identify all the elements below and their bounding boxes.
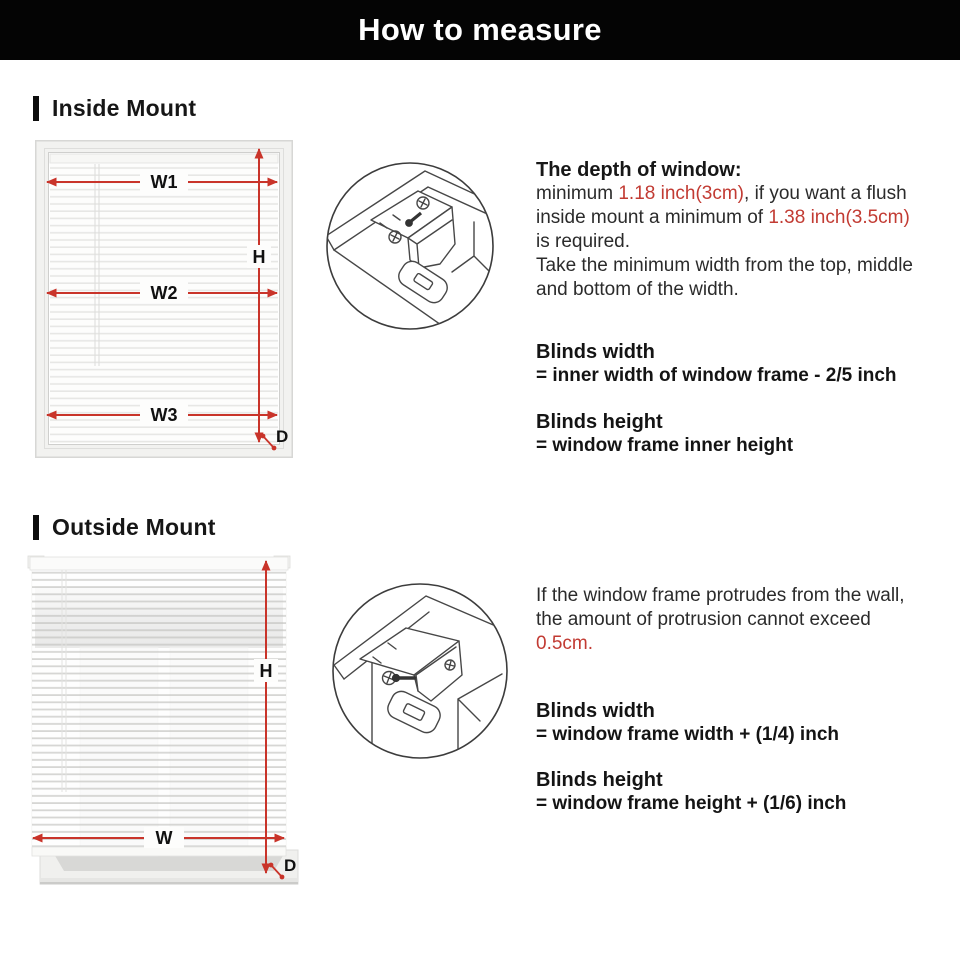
blinds-body — [28, 556, 290, 856]
blinds-height-formula: = window frame height + (1/6) inch — [536, 793, 847, 814]
blinds-slats — [32, 569, 286, 855]
blinds-width-formula: = inner width of window frame - 2/5 inch — [536, 365, 897, 386]
heading-accent-bar — [33, 96, 39, 121]
inside-blinds-width-rule — [536, 340, 938, 388]
depth-title: The depth of window: — [536, 159, 742, 181]
depth-text: , if you want a flush inside mount a minimum of — [536, 183, 907, 228]
headrail — [30, 557, 288, 570]
depth-min-value: 1.18 inch(3cm) — [618, 183, 745, 204]
depth-text: is required. — [536, 231, 630, 252]
w-label: W — [155, 828, 173, 848]
w3-label: W3 — [150, 405, 178, 425]
width-measure-tip: Take the minimum width from the top, middle and bottom of the width. — [536, 255, 913, 300]
outside-mount-heading-text: Outside Mount — [52, 514, 216, 540]
page-title: How to measure — [358, 12, 602, 47]
blinds-height-label: Blinds height — [536, 411, 663, 433]
header-banner — [0, 0, 960, 60]
protrusion-text: If the window frame protrudes from the wall, the amount of protrusion cannot exceed — [536, 585, 905, 630]
inside-mount-bracket-illustration-icon — [324, 160, 496, 332]
blinds-width-label: Blinds width — [536, 700, 655, 722]
inside-mount-heading-text: Inside Mount — [52, 95, 197, 121]
inside-mount-window-diagram — [35, 140, 293, 458]
inside-depth-note — [536, 158, 918, 302]
w2-label: W2 — [150, 283, 178, 303]
outside-protrusion-note — [536, 584, 924, 656]
heading-accent-bar — [33, 515, 39, 540]
depth-body — [536, 182, 918, 254]
outside-mount-bracket-illustration-icon — [330, 581, 510, 761]
blinds-height-formula: = window frame inner height — [536, 435, 794, 456]
outside-blinds-height-rule — [536, 768, 938, 816]
inside-blinds-height-rule — [536, 410, 938, 458]
depth-text: minimum — [536, 183, 619, 204]
blinds-height-label: Blinds height — [536, 769, 663, 791]
d-label: D — [284, 856, 297, 875]
outside-mount-window-diagram — [18, 552, 302, 892]
bottom-rail — [32, 847, 286, 856]
outside-mount-section-heading — [33, 514, 216, 541]
protrusion-limit-value: 0.5cm. — [536, 633, 594, 654]
blinds-width-label: Blinds width — [536, 341, 655, 363]
h-label: H — [259, 661, 273, 681]
outside-blinds-width-rule — [536, 699, 938, 747]
w1-label: W1 — [150, 172, 178, 192]
d-label: D — [276, 427, 289, 446]
blinds-width-formula: = window frame width + (1/4) inch — [536, 724, 839, 745]
h-label: H — [252, 247, 266, 267]
depth-flush-value: 1.38 inch(3.5cm) — [768, 207, 910, 228]
inside-mount-section-heading — [33, 95, 196, 122]
